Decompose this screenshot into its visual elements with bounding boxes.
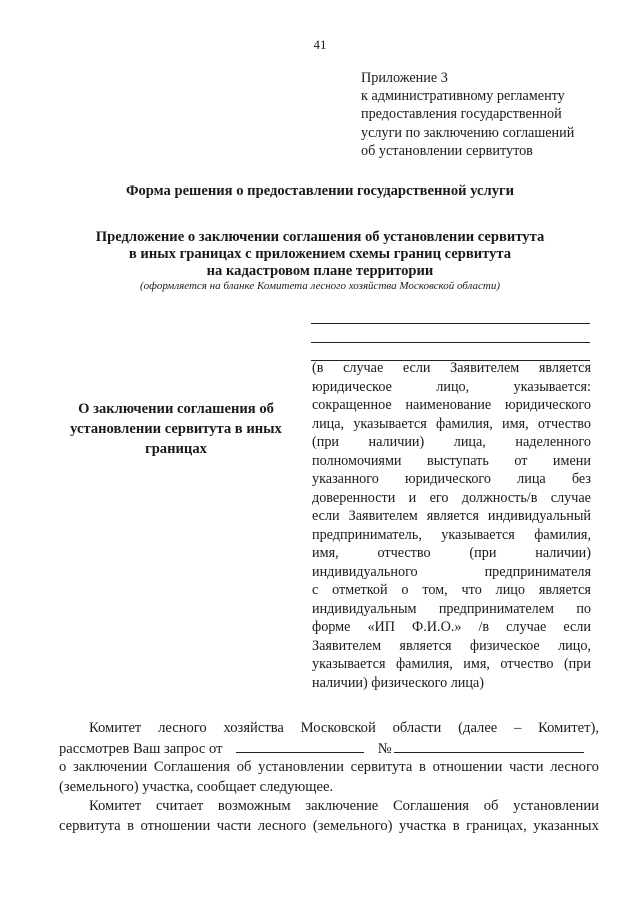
body-word: в <box>452 817 460 834</box>
note-word: предприниматель, <box>312 526 422 543</box>
appendix-line: предоставления государственной <box>361 106 562 123</box>
note-word: его <box>429 489 449 506</box>
note-word: имени <box>552 452 591 469</box>
note-word: (при <box>469 545 497 561</box>
addressee-blank-line <box>311 342 590 343</box>
note-word: должность/в <box>461 489 538 506</box>
note-word: указывается <box>353 415 427 432</box>
proposal-title-line: на кадастровом плане территории <box>206 263 434 279</box>
body-line <box>59 739 599 759</box>
body-word: установлении <box>258 759 344 775</box>
body-word: о <box>59 759 67 775</box>
request-number-field <box>394 739 584 753</box>
proposal-title <box>0 229 640 280</box>
note-word: юридического <box>504 397 591 413</box>
note-word: фамилия, <box>395 656 453 672</box>
note-word: без <box>571 471 591 487</box>
note-word: является <box>538 582 591 598</box>
applicant-note-line <box>312 359 591 378</box>
appendix-line: Приложение 3 <box>361 70 448 86</box>
note-word: если <box>402 360 431 376</box>
note-word: Заявителем <box>348 508 418 524</box>
note-word: форме <box>312 619 351 635</box>
body-word: указанных <box>533 817 599 834</box>
note-word: лица <box>517 471 546 487</box>
note-word: предпринимателем <box>438 600 554 617</box>
request-date-field <box>236 739 364 753</box>
note-word: от <box>514 452 528 469</box>
body-word: (земельного) <box>312 817 393 834</box>
body-word: в <box>127 817 135 834</box>
body-word: отношении <box>432 759 503 775</box>
note-word: отметкой <box>332 582 388 598</box>
note-word: если <box>312 508 340 524</box>
note-word: случае <box>550 489 591 506</box>
applicant-note-line <box>312 452 591 471</box>
applicant-note-line <box>312 526 591 545</box>
subject-line: О заключении соглашения об <box>78 401 274 417</box>
body-word: границах, <box>466 817 527 834</box>
note-word: наличии) <box>368 434 425 450</box>
note-word: отчество <box>537 415 591 432</box>
note-word: полномочиями <box>312 452 402 469</box>
note-word: «ИП <box>367 619 396 635</box>
body-word: Комитет <box>89 720 142 736</box>
note-word: является <box>538 360 591 376</box>
body-word: лесного <box>257 817 307 834</box>
note-word: (при <box>312 434 340 450</box>
appendix-line: к административному регламенту <box>361 88 565 105</box>
note-word: отчество <box>377 545 431 561</box>
body-line <box>59 719 599 739</box>
applicant-note-line <box>312 581 591 600</box>
note-word: юридическое <box>312 378 392 395</box>
note-word: лица, <box>312 415 345 432</box>
applicant-note-line <box>312 489 591 508</box>
body-word: Комитет), <box>538 720 599 736</box>
body-word: участка <box>398 817 447 834</box>
applicant-note-line <box>312 396 591 415</box>
note-word: по <box>576 600 591 617</box>
body-word: части <box>216 817 252 834</box>
note-word: индивидуальным <box>312 600 417 617</box>
note-word: случае <box>343 360 384 376</box>
note-word: фамилия, <box>534 526 591 543</box>
note-word: имя, <box>463 656 490 672</box>
applicant-note-line <box>312 544 591 563</box>
note-word: том, <box>422 582 448 598</box>
note-word: предпринимателя <box>484 563 591 580</box>
note-word: наделенного <box>515 434 591 450</box>
applicant-note-line <box>312 415 591 434</box>
note-word: лицо, <box>436 378 470 395</box>
body-word: считает <box>156 798 204 814</box>
proposal-title-line: Предложение о заключении соглашения об установлении сервитута <box>95 229 545 245</box>
request-date-label: рассмотрев Ваш запрос от <box>59 740 223 757</box>
request-number-label: № <box>377 740 392 757</box>
addressee-blank-line <box>311 323 590 324</box>
note-word: юридического <box>404 471 491 487</box>
note-word: индивидуального <box>312 563 418 580</box>
body-word: части <box>509 759 544 775</box>
note-word: имя, <box>502 415 529 432</box>
applicant-note-line: наличии) физического лица) <box>312 674 485 691</box>
note-word: является <box>426 508 479 524</box>
body-word: возможным <box>217 798 291 814</box>
body-line <box>59 817 599 837</box>
body-line: (земельного) участка, сообщает следующее. <box>59 778 334 795</box>
applicant-note <box>312 359 591 692</box>
body-word: об <box>483 798 499 814</box>
body-word: об <box>236 759 252 775</box>
body-word: Соглашения <box>153 759 231 775</box>
note-word: указывается <box>312 656 386 672</box>
body-word: (далее <box>458 720 498 736</box>
body-line <box>59 797 599 817</box>
form-title: Форма решения о предоставлении государственной услуги <box>125 183 515 199</box>
body-word: Соглашения <box>392 798 470 814</box>
note-word: с <box>312 582 319 598</box>
note-word: фамилия, <box>436 415 493 432</box>
note-word: физическое <box>469 637 540 654</box>
subject-line: границах <box>145 441 207 457</box>
proposal-title-line: в иных границах с приложением схемы границ сервитута <box>128 246 512 262</box>
applicant-note-line <box>312 618 591 637</box>
note-word: выступать <box>427 452 489 469</box>
body-word: установлении <box>513 798 599 814</box>
body-word: лесного <box>158 720 207 736</box>
appendix-reference <box>361 69 621 160</box>
note-word: о <box>401 582 409 598</box>
note-word: случае <box>506 619 547 635</box>
body-word: лесного <box>550 759 599 775</box>
applicant-note-line <box>312 637 591 656</box>
body-word: Московской <box>300 720 376 736</box>
page-number: 41 <box>313 37 327 52</box>
appendix-line: услуги по заключению соглашений <box>361 124 575 141</box>
applicant-note-line <box>312 470 591 489</box>
applicant-note-line <box>312 655 591 674</box>
body-word: области <box>392 720 442 736</box>
body-word: заключении <box>73 759 148 775</box>
note-word: наименование <box>405 397 492 413</box>
applicant-note-line <box>312 507 591 526</box>
note-word: Ф.И.О.» <box>412 619 462 635</box>
note-word: (в <box>312 360 324 376</box>
applicant-note-line <box>312 600 591 619</box>
note-word: указанного <box>312 471 379 487</box>
applicant-note-line <box>312 563 591 582</box>
note-word: Заявителем <box>312 637 382 654</box>
note-word: и <box>408 489 417 506</box>
note-word: наличии) <box>535 545 591 561</box>
note-word: доверенности <box>312 489 396 506</box>
note-word: лица, <box>453 434 486 450</box>
subject-line: установлении сервитута в иных <box>70 421 282 437</box>
note-word: (при <box>563 656 591 672</box>
subject-heading <box>48 399 304 459</box>
note-word: отчество <box>500 656 554 672</box>
blank-note: (оформляется на бланке Комитета лесного хозяйства Московской области) <box>140 280 500 292</box>
appendix-line: об установлении сервитутов <box>361 142 533 159</box>
applicant-note-line <box>312 433 591 452</box>
note-word: является <box>399 637 452 654</box>
body-word: Комитет <box>89 798 142 814</box>
body-word: сервитута <box>59 817 121 834</box>
note-word: если <box>563 619 591 635</box>
body-word: отношении <box>140 817 211 834</box>
note-word: Заявителем <box>450 360 520 376</box>
body-line <box>59 758 599 778</box>
body-word: сервитута <box>350 759 413 775</box>
body-word: в <box>419 759 426 775</box>
note-word: указывается: <box>513 378 591 395</box>
applicant-note-line <box>312 378 591 397</box>
letter-body <box>59 719 599 836</box>
body-word: хозяйства <box>223 720 284 736</box>
note-word: что <box>461 582 482 598</box>
note-word: имя, <box>312 545 339 561</box>
note-word: /в <box>478 619 490 635</box>
note-word: сокращенное <box>312 397 392 413</box>
body-word: – <box>514 720 522 736</box>
note-word: указывается <box>441 526 515 543</box>
body-word: заключение <box>305 798 379 814</box>
note-word: лицо <box>495 582 525 598</box>
note-word: лицо, <box>558 637 591 654</box>
note-word: индивидуальный <box>487 508 591 524</box>
